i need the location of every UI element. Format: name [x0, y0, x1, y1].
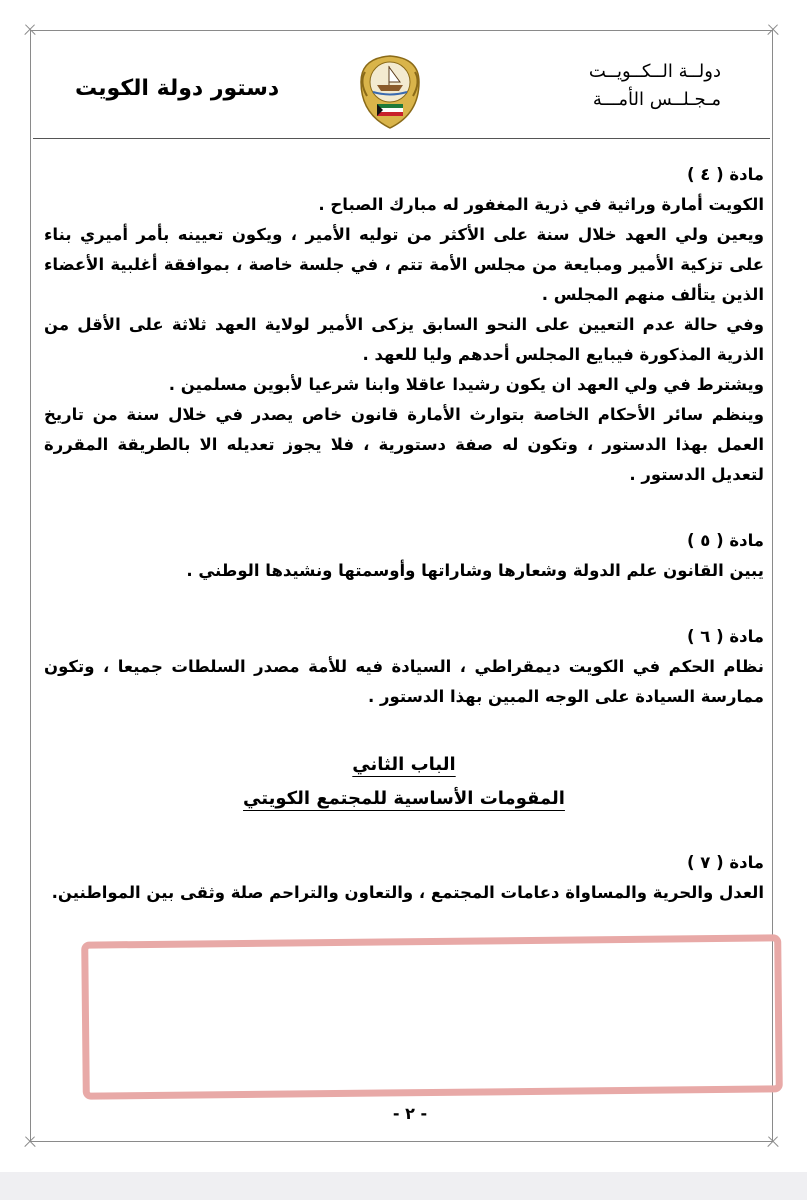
chapter-subtitle: المقومات الأساسية للمجتمع الكويتي: [243, 788, 565, 809]
page-number: - ٢ -: [392, 1104, 428, 1123]
assembly-name: مـجـلــس الأمـــة: [592, 89, 721, 110]
article-heading: مادة ( ٥ ): [686, 531, 764, 550]
header-issuer: [501, 58, 721, 114]
article-heading: مادة ( ٦ ): [686, 627, 764, 646]
article-paragraph: ويشترط في ولي العهد ان يكون رشيدا عاقلا وابنا شرعيا لأبوين مسلمين .: [168, 375, 764, 394]
chapter-title: الباب الثاني: [352, 754, 456, 775]
article-heading: مادة ( ٤ ): [686, 165, 764, 184]
state-name: دولــة الــكــويــت: [588, 61, 721, 82]
highlight-annotation: [81, 934, 783, 1099]
article-paragraph: وفي حالة عدم التعيين على النحو السابق يزكى الأمير لولاية العهد ثلاثة على الأقل من الذرية المذكورة فيبايع المجلس أحدهم وليا للعهد .: [44, 315, 764, 364]
article-paragraph: ويعين ولي العهد خلال سنة على الأكثر من توليه الأمير ، ويكون تعيينه بأمر أميري بناء على تزكية الأمير ومبايعة من مجلس الأمة تتم ، في جلسة خاصة ، بموافقة أغلبية الأعضاء الذين يتألف منهم المجلس .: [44, 225, 764, 304]
article-paragraph: العدل والحرية والمساواة دعامات المجتمع ، والتعاون والتراحم صلة وثقى بين المواطنين.: [51, 883, 764, 902]
header-divider: [33, 138, 770, 139]
viewer-footer-bar: [0, 1172, 807, 1200]
article-paragraph: يبين القانون علم الدولة وشعارها وشاراتها وأوسمتها ونشيدها الوطني .: [186, 561, 764, 580]
article-paragraph: وينظم سائر الأحكام الخاصة بتوارث الأمارة قانون خاص يصدر في خلال سنة من تاريخ العمل بهذا الدستور ، وتكون له صفة دستورية ، فلا يجوز تعديله الا بالطريقة المقررة لتعديل الدستور .: [44, 405, 764, 484]
article-heading: مادة ( ٧ ): [686, 853, 764, 872]
document-title: دستور دولة الكويت: [75, 76, 280, 101]
document-body: [44, 160, 764, 908]
article-paragraph: الكويت أمارة وراثية في ذرية المغفور له مبارك الصباح .: [318, 195, 764, 214]
kuwait-emblem-icon: [355, 52, 425, 130]
article-paragraph: نظام الحكم في الكويت ديمقراطي ، السيادة فيه للأمة مصدر السلطات جميعا ، وتكون ممارسة السيادة على الوجه المبين بهذا الدستور .: [44, 657, 764, 706]
